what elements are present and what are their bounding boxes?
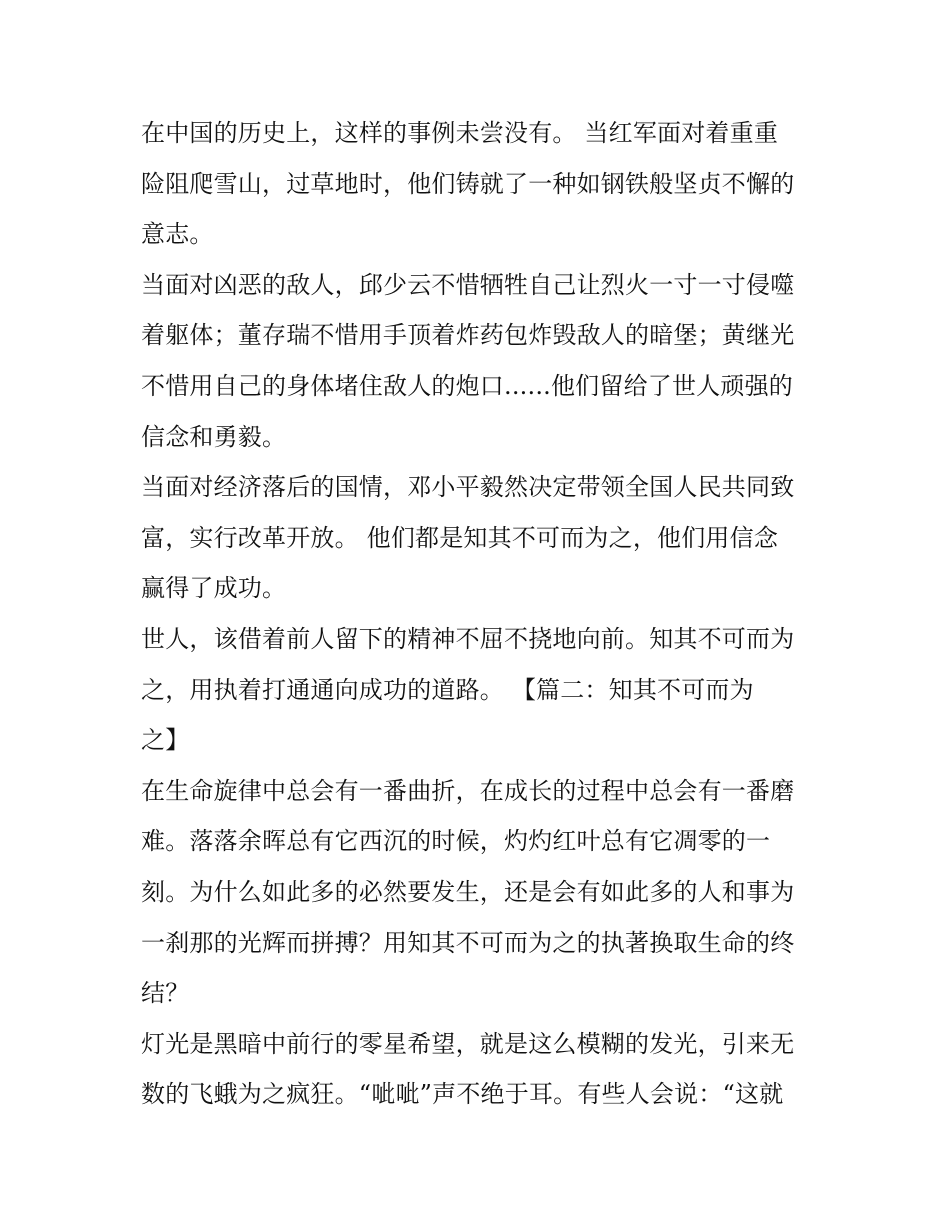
text-line: 当面对经济落后的国情，邓小平毅然决定带领全国人民共同致 [141, 473, 795, 502]
text-line: 之】 [141, 726, 190, 755]
text-line: 险阻爬雪山，过草地时，他们铸就了一种如钢铁般坚贞不懈的 [141, 169, 795, 198]
text-line: 一刹那的光辉而拼搏？用知其不可而为之的执著换取生命的终 [141, 928, 795, 957]
text-line: 意志。 [141, 220, 214, 249]
document-body [141, 108, 816, 1120]
text-line: 之，用执着打通通向成功的道路。 【篇二：知其不可而为 [141, 675, 754, 704]
text-line: 在中国的历史上，这样的事例未尝没有。 当红军面对着重重 [141, 119, 779, 147]
text-line: 着躯体；董存瑞不惜用手顶着炸药包炸毁敌人的暗堡；黄继光 [141, 321, 795, 350]
text-line: 在生命旋律中总会有一番曲折，在成长的过程中总会有一番磨 [141, 776, 795, 805]
text-line: 不惜用自己的身体堵住敌人的炮口......他们留给了世人顽强的 [141, 371, 793, 400]
text-line: 赢得了成功。 [141, 574, 287, 603]
text-line: 世人，该借着前人留下的精神不屈不挠地向前。知其不可而为 [141, 624, 795, 653]
text-line: 信念和勇毅。 [141, 422, 287, 451]
text-line: 富，实行改革开放。 他们都是知其不可而为之，他们用信念 [141, 523, 779, 552]
text-line: 数的飞蛾为之疯狂。“呲呲”声不绝于耳。有些人会说：“这就 [141, 1080, 784, 1109]
text-line: 刻。为什么如此多的必然要发生，还是会有如此多的人和事为 [141, 877, 795, 906]
text-line: 难。落落余晖总有它西沉的时候，灼灼红叶总有它凋零的一 [141, 827, 771, 856]
text-line: 结？ [141, 979, 190, 1008]
text-line: 当面对凶恶的敌人，邱少云不惜牺牲自己让烈火一寸一寸侵噬 [141, 270, 795, 299]
text-line: 灯光是黑暗中前行的零星希望，就是这么模糊的发光，引来无 [141, 1029, 795, 1058]
